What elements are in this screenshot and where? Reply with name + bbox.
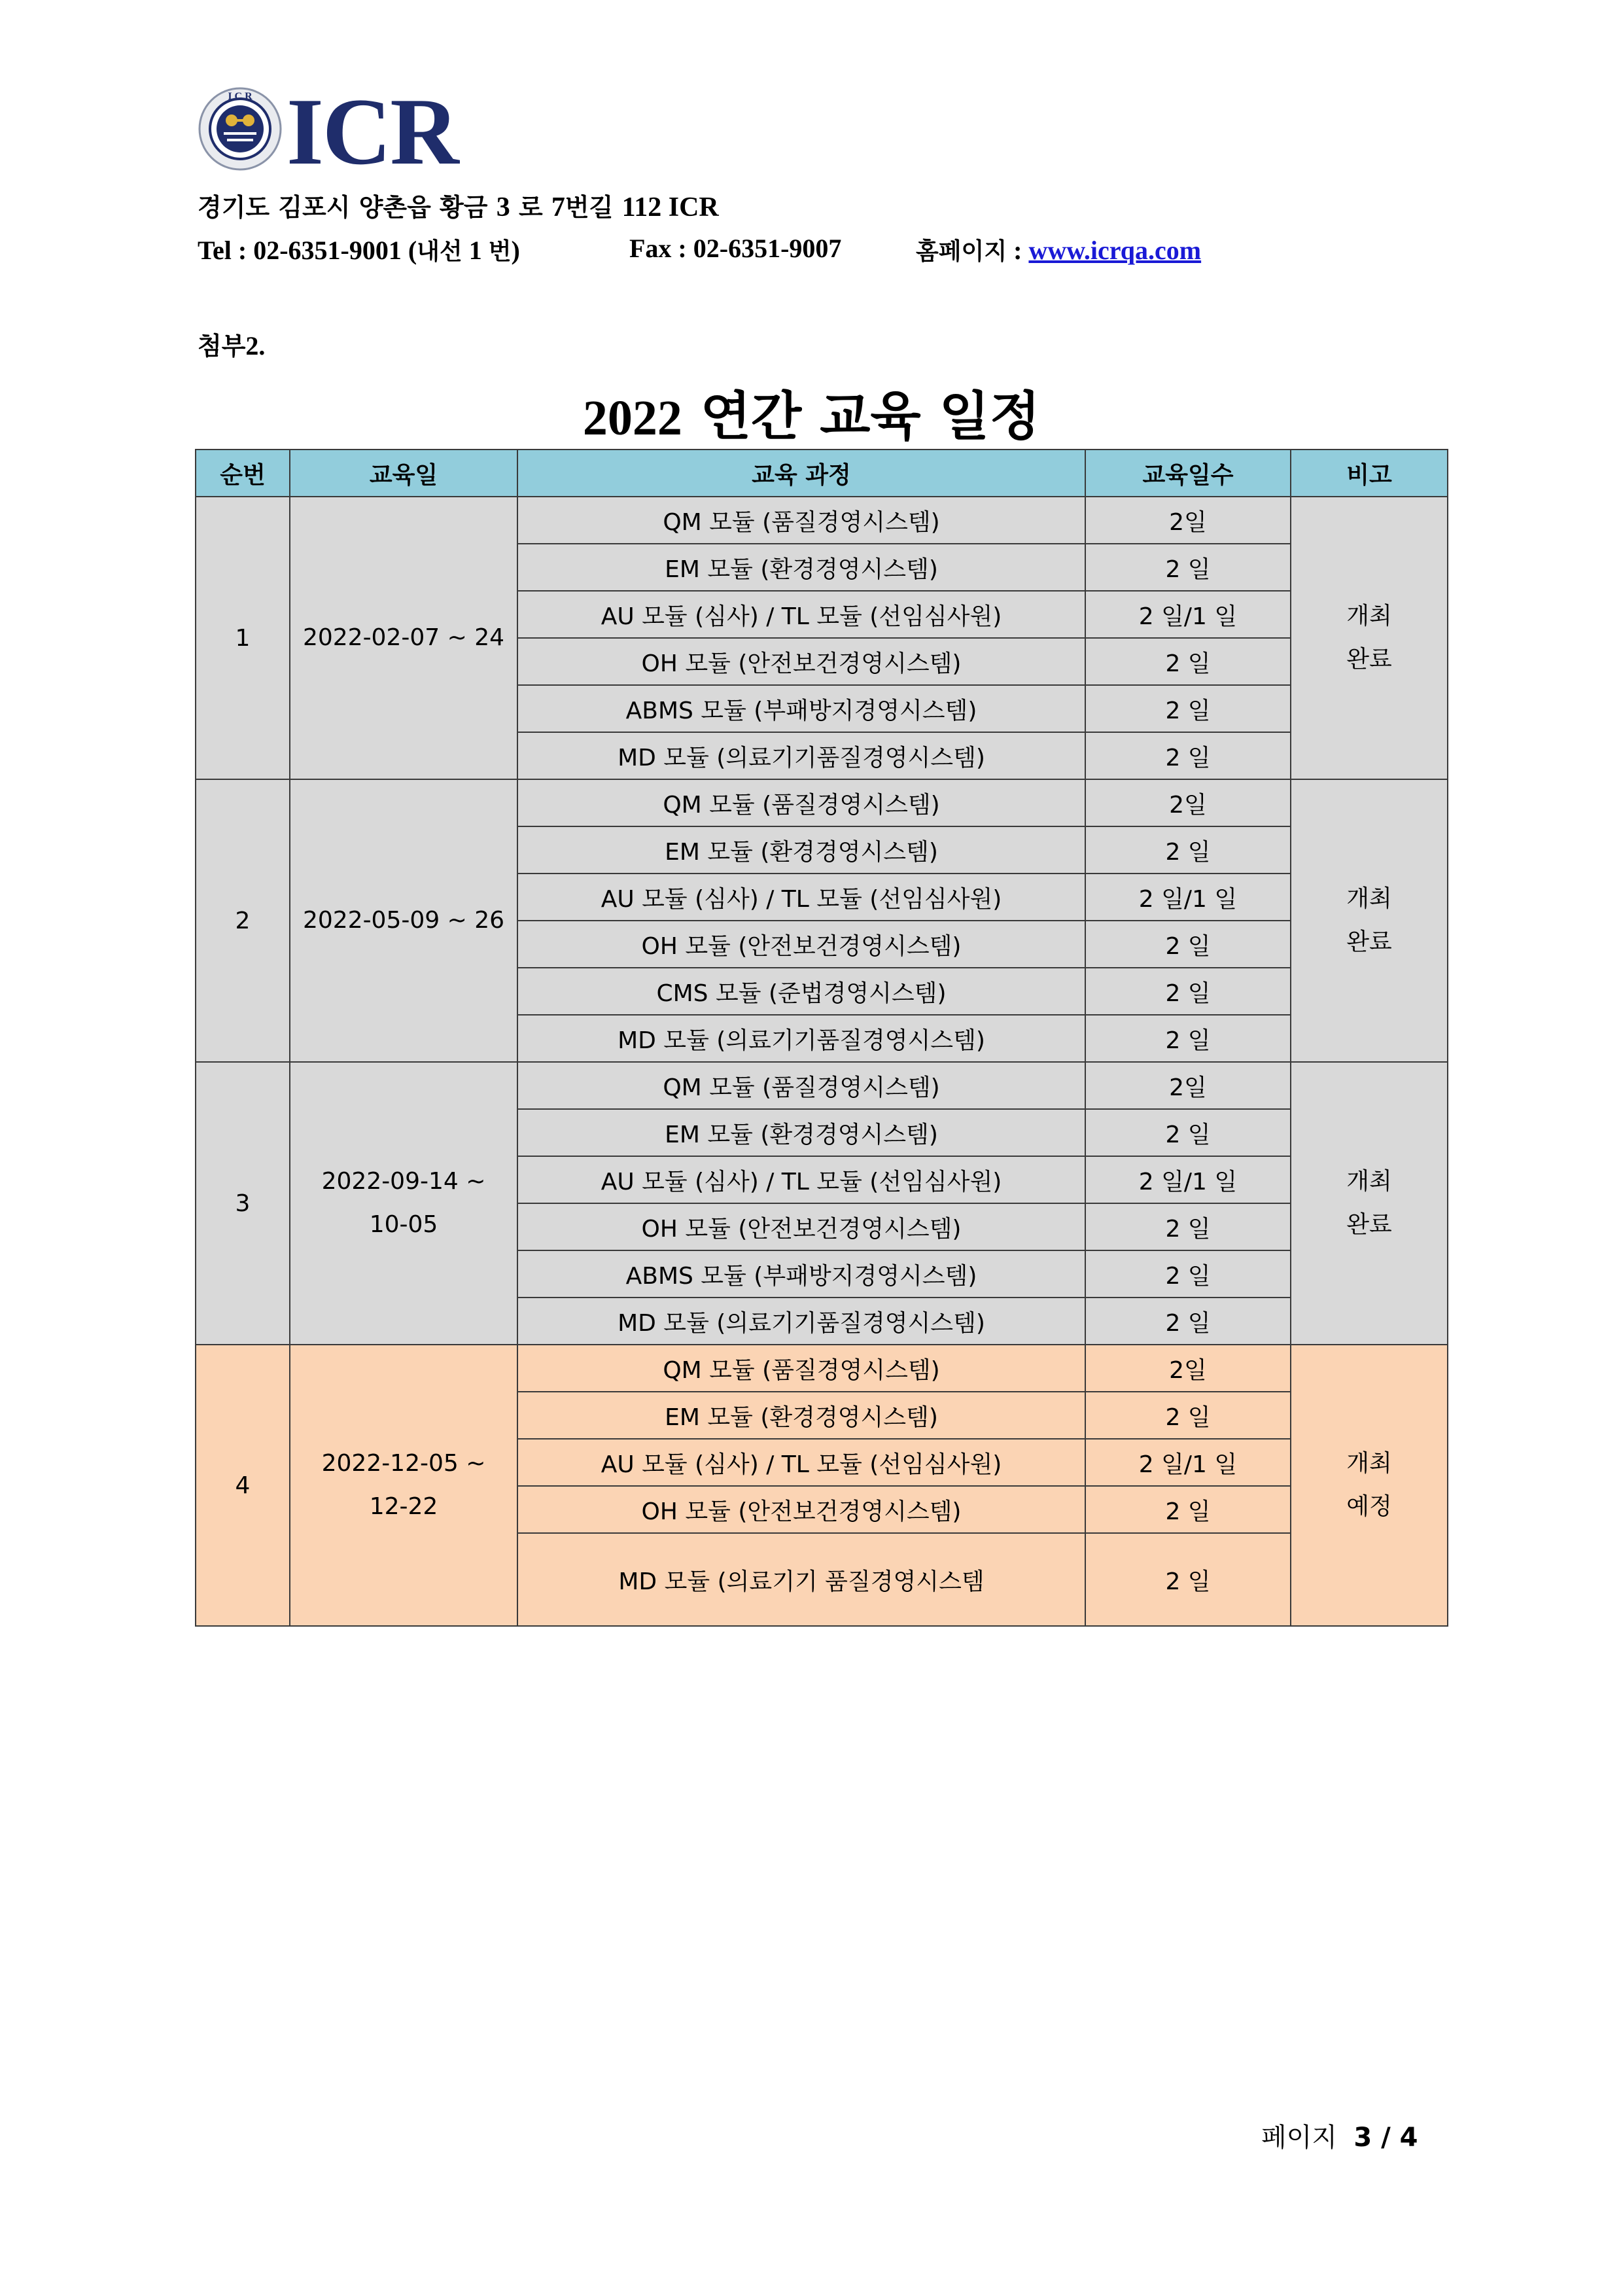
course-cell: AU 모듈 (심사) / TL 모듈 (선임심사원) [517,1439,1085,1486]
status-line: 개최 [1346,885,1392,912]
days-cell: 2 일 [1085,544,1291,591]
days-cell: 2 일 [1085,685,1291,732]
date-line: 2022-02-07 ~ 24 [302,624,505,651]
table-header-row [196,450,1448,497]
days-cell: 2일 [1085,1062,1291,1109]
days-cell: 2일 [1085,1345,1291,1392]
header-days: 교육일수 [1085,450,1291,497]
days-cell: 2 일 [1085,1109,1291,1156]
days-cell: 2 일/1 일 [1085,1156,1291,1203]
table-row [196,497,1448,544]
days-cell: 2 일/1 일 [1085,874,1291,921]
days-cell: 2 일 [1085,732,1291,779]
course-cell: AU 모듈 (심사) / TL 모듈 (선임심사원) [517,1156,1085,1203]
table-row [196,779,1448,826]
course-cell: EM 모듈 (환경경영시스템) [517,826,1085,874]
days-cell: 2 일 [1085,1250,1291,1298]
fax: Fax : 02-6351-9007 [629,234,842,263]
page-number: 페이지 3 / 4 [1261,2123,1418,2153]
date-cell [290,1345,517,1626]
logo-wordmark: ICR [287,79,458,185]
status-cell [1291,1345,1448,1626]
seq-cell: 2 [196,779,290,1062]
course-cell: ABMS 모듈 (부패방지경영시스템) [517,1250,1085,1298]
schedule-table [195,449,1448,1627]
course-cell: QM 모듈 (품질경영시스템) [517,1345,1085,1392]
seq-cell: 4 [196,1345,290,1626]
status-cell [1291,1062,1448,1345]
course-cell: AU 모듈 (심사) / TL 모듈 (선임심사원) [517,874,1085,921]
homepage-link[interactable]: www.icrqa.com [1028,236,1202,265]
course-cell: CMS 모듈 (준법경영시스템) [517,968,1085,1015]
date-line: 10-05 [369,1211,438,1238]
status-line: 개최 [1346,1450,1392,1477]
course-cell: OH 모듈 (안전보건경영시스템) [517,638,1085,685]
course-cell: QM 모듈 (품질경영시스템) [517,497,1085,544]
page-title: 2022 연간 교육 일정 [582,386,1041,447]
date-line: 12-22 [369,1493,438,1520]
icr-logo [198,79,472,185]
telephone: Tel : 02-6351-9001 (내선 1 번) [198,236,520,265]
course-cell: QM 모듈 (품질경영시스템) [517,1062,1085,1109]
course-cell: MD 모듈 (의료기기품질경영시스템) [517,732,1085,779]
icr-seal-icon [198,86,283,171]
course-cell: MD 모듈 (의료기기 품질경영시스템 [517,1533,1085,1626]
seq-cell: 1 [196,497,290,779]
course-cell: OH 모듈 (안전보건경영시스템) [517,921,1085,968]
header-date: 교육일 [290,450,517,497]
days-cell: 2 일 [1085,1392,1291,1439]
homepage: 홈페이지 : www.icrqa.com [916,236,1202,265]
date-cell [290,1062,517,1345]
course-cell: MD 모듈 (의료기기품질경영시스템) [517,1015,1085,1062]
days-cell: 2 일 [1085,1486,1291,1533]
days-cell: 2 일 [1085,1203,1291,1250]
schedule-body [196,497,1448,1626]
course-cell: AU 모듈 (심사) / TL 모듈 (선임심사원) [517,591,1085,638]
company-address: 경기도 김포시 양촌읍 황금 3 로 7번길 112 ICR [198,192,719,222]
status-line: 예정 [1346,1493,1392,1520]
days-cell: 2 일 [1085,1015,1291,1062]
status-line: 개최 [1346,1168,1392,1195]
course-cell: EM 모듈 (환경경영시스템) [517,1109,1085,1156]
date-line: 2022-12-05 ~ [321,1450,486,1477]
attachment-label: 첨부2. [198,331,266,361]
table-row [196,1062,1448,1109]
course-cell: EM 모듈 (환경경영시스템) [517,1392,1085,1439]
course-cell: ABMS 모듈 (부패방지경영시스템) [517,685,1085,732]
seq-cell: 3 [196,1062,290,1345]
days-cell: 2일 [1085,497,1291,544]
date-line: 2022-05-09 ~ 26 [302,907,505,934]
course-cell: OH 모듈 (안전보건경영시스템) [517,1486,1085,1533]
status-line: 완료 [1346,1211,1392,1238]
header-note: 비고 [1291,450,1448,497]
table-row [196,1345,1448,1392]
days-cell: 2 일 [1085,968,1291,1015]
days-cell: 2 일 [1085,826,1291,874]
date-line: 2022-09-14 ~ [321,1168,486,1195]
svg-text:I C R: I C R [228,91,253,102]
days-cell: 2 일/1 일 [1085,1439,1291,1486]
date-cell [290,779,517,1062]
status-line: 완료 [1346,646,1392,673]
status-cell [1291,497,1448,779]
header-seq: 순번 [196,450,290,497]
days-cell: 2일 [1085,779,1291,826]
days-cell: 2 일/1 일 [1085,591,1291,638]
status-line: 개최 [1346,603,1392,629]
date-cell [290,497,517,779]
days-cell: 2 일 [1085,1298,1291,1345]
course-cell: MD 모듈 (의료기기품질경영시스템) [517,1298,1085,1345]
days-cell: 2 일 [1085,1533,1291,1626]
status-line: 완료 [1346,928,1392,955]
status-cell [1291,779,1448,1062]
course-cell: EM 모듈 (환경경영시스템) [517,544,1085,591]
course-cell: OH 모듈 (안전보건경영시스템) [517,1203,1085,1250]
header-course: 교육 과정 [517,450,1085,497]
days-cell: 2 일 [1085,921,1291,968]
days-cell: 2 일 [1085,638,1291,685]
course-cell: QM 모듈 (품질경영시스템) [517,779,1085,826]
